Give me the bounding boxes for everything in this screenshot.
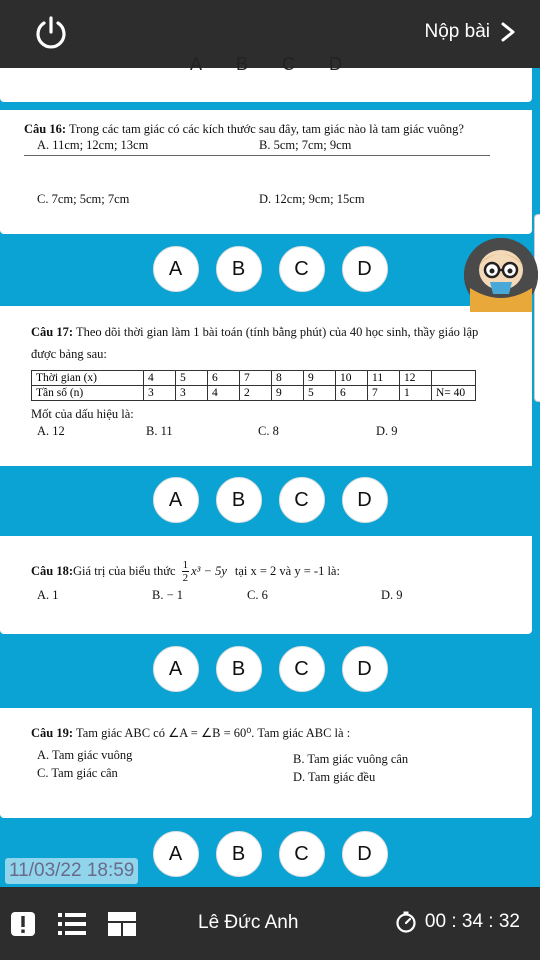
table-cell: [432, 371, 476, 386]
q18-option-d: D. 9: [381, 588, 403, 602]
submit-button[interactable]: [425, 16, 517, 48]
divider-line: [24, 155, 490, 156]
question-18-body: Giá trị của biểu thức: [73, 564, 176, 579]
q17-answer-c-button[interactable]: C: [279, 477, 325, 523]
q19-answer-c-button[interactable]: C: [279, 831, 325, 877]
question-18-body-2: tại x = 2 và y = -1 là:: [234, 564, 340, 579]
question-19-text: [31, 725, 526, 742]
q16-option-d: D. 12cm; 9cm; 15cm: [259, 192, 365, 206]
question-19-label: Câu 19:: [31, 726, 74, 740]
timer-value: 00 : 34 : 32: [424, 911, 520, 932]
question-17-text-2: được bảng sau:: [31, 347, 107, 361]
answer-row-prev: [0, 54, 532, 75]
q17-option-d: D. 9: [376, 424, 398, 438]
answer-row-17: [0, 477, 540, 523]
table-row: [32, 371, 476, 386]
q16-option-c: C. 7cm; 5cm; 7cm: [37, 192, 130, 206]
layout-icon[interactable]: [108, 911, 136, 942]
answer-a-label: A: [189, 54, 202, 74]
table-cell: 1: [400, 386, 432, 401]
q18-option-b: B. − 1: [152, 588, 184, 602]
q19-answer-a-button[interactable]: A: [153, 831, 199, 877]
table-cell: 12: [400, 371, 432, 386]
q19-option-a: A. Tam giác vuông: [37, 748, 133, 762]
report-icon[interactable]: [10, 911, 36, 942]
power-icon[interactable]: [32, 14, 70, 52]
table-cell: 11: [368, 371, 400, 386]
stopwatch-icon: [395, 911, 417, 933]
question-19-body: Tam giác ABC có ∠A = ∠B = 60⁰. Tam giác ABC là :: [75, 726, 351, 740]
question-17-body: Theo dõi thời gian làm 1 bài toán (tính bằng phút) của 40 học sinh, thầy giáo lập: [75, 325, 479, 339]
q19-option-b: B. Tam giác vuông cân: [293, 752, 409, 766]
table-cell: 7: [240, 371, 272, 386]
q17-answer-b-button[interactable]: B: [216, 477, 262, 523]
fraction: [182, 559, 190, 584]
timestamp-overlay: 11/03/22 18:59: [5, 858, 138, 884]
question-16-label: Câu 16:: [24, 122, 67, 136]
countdown-timer: [395, 911, 520, 933]
q16-option-a: A. 11cm; 12cm; 13cm: [37, 138, 149, 152]
q16-answer-c-button[interactable]: C: [279, 246, 325, 292]
q18-answer-a-button[interactable]: A: [153, 646, 199, 692]
question-18-label: Câu 18:: [31, 564, 74, 579]
question-card-19: [0, 708, 532, 818]
q18-option-c: C. 6: [247, 588, 268, 602]
list-icon[interactable]: [58, 911, 86, 942]
table-cell: 7: [368, 386, 400, 401]
table-cell: 9: [272, 386, 304, 401]
table-header-time: Thời gian (x): [32, 371, 144, 386]
table-cell: 5: [304, 386, 336, 401]
student-name: Lê Đức Anh: [198, 912, 299, 933]
question-18-text: [31, 559, 526, 584]
question-17-sub: Mốt của dấu hiệu là:: [31, 407, 134, 421]
answer-row-16: [0, 246, 540, 292]
q19-answer-d-button[interactable]: D: [342, 831, 388, 877]
mascot-avatar[interactable]: [464, 238, 538, 312]
q17-option-a: A. 12: [37, 424, 65, 438]
table-header-frequency: Tần số (n): [32, 386, 144, 401]
table-cell-total: N= 40: [432, 386, 476, 401]
q19-answer-b-button[interactable]: B: [216, 831, 262, 877]
question-17-text: [31, 324, 526, 341]
table-cell: 10: [336, 371, 368, 386]
question-card-16: [0, 110, 532, 234]
q17-option-b: B. 11: [146, 424, 173, 438]
table-cell: 6: [208, 371, 240, 386]
q19-option-d: D. Tam giác đều: [293, 770, 376, 784]
answer-d-label: D: [329, 54, 343, 74]
table-cell: 4: [144, 371, 176, 386]
q18-answer-b-button[interactable]: B: [216, 646, 262, 692]
q18-answer-c-button[interactable]: C: [279, 646, 325, 692]
q17-option-c: C. 8: [258, 424, 279, 438]
table-cell: 2: [240, 386, 272, 401]
question-card-18: [0, 536, 532, 634]
question-card-prev: [0, 54, 532, 102]
table-cell: 8: [272, 371, 304, 386]
answer-b-label: B: [236, 54, 249, 74]
frequency-table: [31, 370, 476, 401]
fraction-numerator: 1: [182, 559, 189, 571]
q16-option-b: B. 5cm; 7cm; 9cm: [259, 138, 352, 152]
q18-option-a: A. 1: [37, 588, 59, 602]
questions-scroll-area[interactable]: [0, 54, 540, 887]
q19-option-c: C. Tam giác cân: [37, 766, 118, 780]
table-cell: 3: [176, 386, 208, 401]
bottom-bar: [0, 887, 540, 960]
table-cell: 6: [336, 386, 368, 401]
q17-answer-d-button[interactable]: D: [342, 477, 388, 523]
expression: x³ − 5y: [191, 564, 227, 579]
table-cell: 3: [144, 386, 176, 401]
q16-answer-b-button[interactable]: B: [216, 246, 262, 292]
answer-row-18: [0, 646, 540, 692]
table-cell: 5: [176, 371, 208, 386]
chevron-right-icon: [500, 22, 516, 42]
question-16-text: [24, 121, 524, 138]
table-row: [32, 386, 476, 401]
submit-label: Nộp bài: [424, 21, 490, 42]
q16-answer-d-button[interactable]: D: [342, 246, 388, 292]
question-16-body: Trong các tam giác có các kích thước sau đây, tam giác nào là tam giác vuông?: [68, 122, 464, 136]
q17-answer-a-button[interactable]: A: [153, 477, 199, 523]
table-cell: 9: [304, 371, 336, 386]
question-17-label: Câu 17:: [31, 325, 74, 339]
q18-answer-d-button[interactable]: D: [342, 646, 388, 692]
fraction-denominator: 2: [182, 572, 189, 585]
answer-c-label: C: [282, 54, 296, 74]
q16-answer-a-button[interactable]: A: [153, 246, 199, 292]
table-cell: 4: [208, 386, 240, 401]
